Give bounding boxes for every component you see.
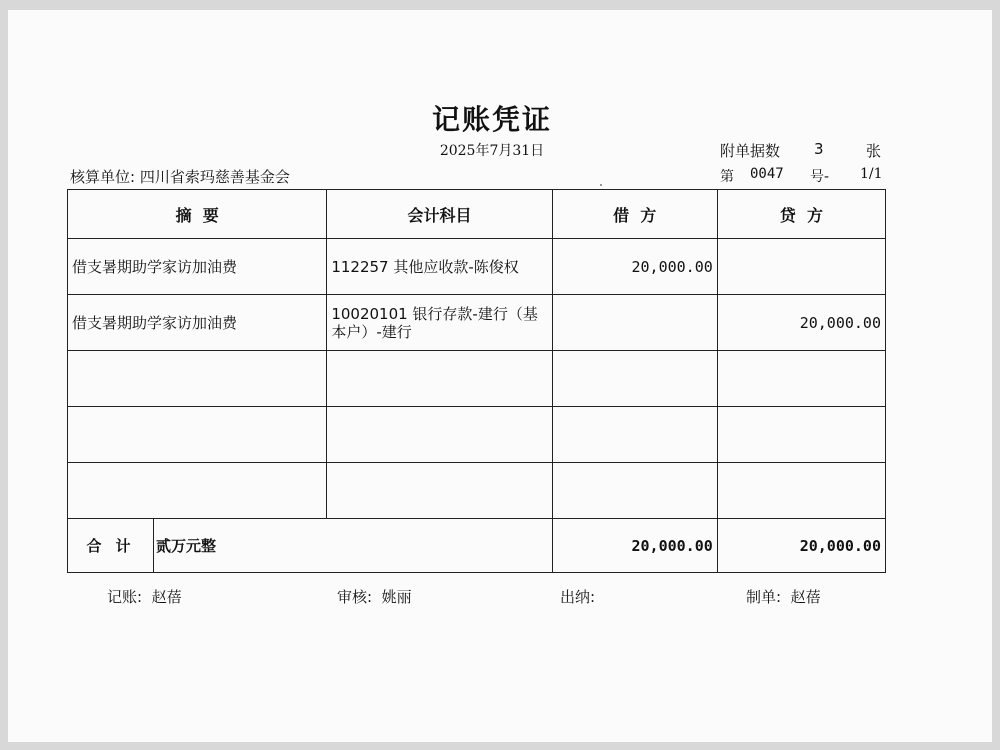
header-summary: 摘 要 [68,190,327,239]
row-summary: 借支暑期助学家访加油费 [68,239,327,295]
row-credit [717,407,885,463]
row-credit [717,351,885,407]
row-account: 112257 其他应收款-陈俊权 [327,239,552,295]
row-credit [717,463,885,519]
cashier-signature: 出纳: [560,588,596,606]
unit-name: 四川省索玛慈善基金会 [139,168,290,186]
row-summary [68,463,327,519]
header-credit: 贷 方 [717,190,885,239]
bookkeeper-signature: 记账: 赵蓓 [107,588,182,606]
voucher-number: 0047 [750,166,784,182]
table-row [68,239,886,295]
row-credit: 20,000.00 [717,295,885,351]
row-debit [552,351,717,407]
header-debit: 借 方 [552,190,717,239]
row-debit [552,407,717,463]
attachment-label: 附单据数 [720,142,781,160]
voucher-page: 1/1 [860,166,883,182]
voucher-title: 记账凭证 [431,103,552,136]
unit-label: 核算单位: [70,168,136,186]
table-header-row [68,190,886,239]
row-summary: 借支暑期助学家访加油费 [68,295,327,351]
reviewer-signature: 审核: 姚丽 [337,588,412,606]
total-label: 合计 [68,519,154,572]
accounting-unit [70,166,290,187]
voucher-date: 2025年7月31日 [439,143,545,159]
table-row [68,351,886,407]
row-account [327,351,552,407]
total-amount-in-words: 贰万元整 [156,537,217,555]
row-account [327,407,552,463]
table-row [68,295,886,351]
row-summary [68,351,327,407]
total-debit: 20,000.00 [552,519,717,573]
row-credit [717,239,885,295]
attachment-unit: 张 [866,142,882,160]
voucher-number-suffix: 号- [810,169,830,185]
table-row [68,407,886,463]
total-cell [68,519,553,573]
voucher-number-prefix: 第 [720,169,734,185]
total-row [68,519,886,573]
table-row [68,463,886,519]
scan-speck [600,184,602,186]
row-summary [68,407,327,463]
voucher-table [67,189,886,573]
row-debit [552,463,717,519]
total-credit: 20,000.00 [717,519,885,573]
row-account [327,463,552,519]
attachment-count: 3 [814,140,824,158]
header-account: 会计科目 [327,190,552,239]
row-debit [552,295,717,351]
row-debit: 20,000.00 [552,239,717,295]
row-account: 10020101 银行存款-建行（基本户）-建行 [327,295,552,351]
preparer-signature: 制单: 赵蓓 [746,588,821,606]
